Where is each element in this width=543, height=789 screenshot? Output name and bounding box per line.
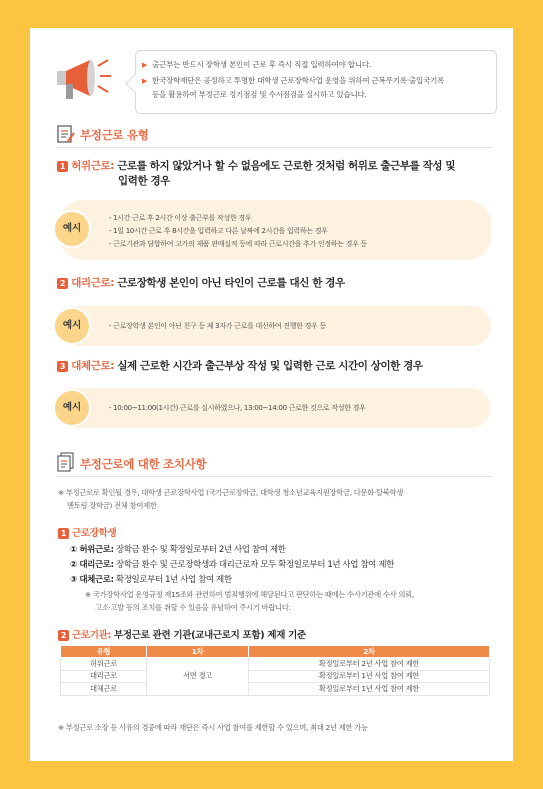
table-row bbox=[61, 670, 490, 683]
example-badge: 예시 bbox=[53, 307, 91, 345]
triangle-bullet-icon: ▶ bbox=[142, 61, 148, 69]
sub1-heading bbox=[58, 525, 116, 539]
table-cell-type: 허위근로 bbox=[61, 658, 147, 671]
type1-desc: 근로를 하지 않았거나 할 수 없음에도 근로한 것처럼 허위로 출근부를 작성 및 bbox=[117, 160, 456, 172]
example-line: - 1일 10시간 근로 후 8시간을 입력하고 다른 날짜에 2시간을 입력하는 경우 bbox=[109, 227, 328, 235]
table-header-cell: 2차 bbox=[249, 646, 490, 658]
measure-item: ① 허위근로: 장학금 환수 및 확정일로부터 2년 사업 참여 제한 bbox=[70, 545, 286, 555]
example-line: - 근로장학생 본인이 아닌 친구 등 제 3자가 근로를 대신하여 진행한 경우 등 bbox=[109, 322, 326, 330]
notice-line-1: ▶ 출근부는 반드시 장학생 본인이 근로 후 즉시 직접 입력하여야 합니다. bbox=[142, 60, 372, 69]
document-sheet bbox=[30, 28, 513, 761]
number-badge: 1 bbox=[57, 161, 68, 172]
table-header-cell: 1차 bbox=[147, 646, 249, 658]
type2-example-box bbox=[59, 306, 491, 346]
table-cell-type: 대체근로 bbox=[61, 683, 147, 696]
sub2-title-rest: 부정근로 관련 기관(교내근로지 포함) 제재 기준 bbox=[114, 630, 306, 641]
table-row bbox=[61, 683, 490, 696]
section2-heading bbox=[57, 452, 497, 474]
section2-title: 부정근로에 대한 조치사항 bbox=[80, 457, 207, 471]
section2-intro-line1: ※ 부정근로로 확인될 경우, 대학생 근로장학사업 (국가근로장학금, 대학생 청소년교육지원장학금, 다문화·탈북학생 bbox=[58, 488, 404, 497]
table-row bbox=[61, 658, 490, 671]
section1-title: 부정근로 유형 bbox=[80, 128, 149, 142]
type1-heading bbox=[57, 159, 497, 174]
table-header-row bbox=[61, 646, 490, 658]
type3-example-box bbox=[59, 388, 491, 428]
section1-divider bbox=[57, 147, 492, 148]
table-header-cell: 유형 bbox=[61, 646, 147, 658]
clipboard-icon bbox=[57, 124, 75, 144]
table-cell-second: 확정일로부터 1년 사업 참여 제한 bbox=[249, 683, 490, 696]
type3-name: 대체근로: bbox=[71, 360, 115, 372]
measure-item: ② 대리근로: 장학금 환수 및 근로장학생과 대리근로자 모두 확정일로부터 1년 사업 참여 제한 bbox=[70, 560, 394, 570]
number-badge: 2 bbox=[58, 630, 69, 641]
section1-heading bbox=[57, 124, 497, 146]
type1-example-box bbox=[59, 200, 491, 260]
number-badge: 3 bbox=[57, 361, 68, 372]
table-cell-first: 서면 경고 bbox=[147, 658, 249, 696]
notice-bubble bbox=[135, 50, 497, 114]
sub1-note-line2: 고소·고발 등의 조치를 취할 수 있음을 유념하여 주시기 바랍니다. bbox=[95, 603, 291, 612]
footnote: ※ 부정근로 소장 등 사유의 경중에 따라 재단은 즉시 사업 참여를 제한할 수 있으며, 최대 2년 제한 가능 bbox=[58, 723, 368, 732]
type3-desc: 실제 근로한 시간과 출근부상 작성 및 입력한 근로 시간이 상이한 경우 bbox=[117, 360, 423, 372]
number-badge: 1 bbox=[58, 528, 69, 539]
section2-intro-line2: 멘토링 장학금) 전체 참여제한 bbox=[67, 501, 157, 510]
sanction-table bbox=[60, 645, 490, 696]
triangle-bullet-icon: ▶ bbox=[142, 77, 148, 85]
table-cell-second: 확정일로부터 1년 사업 참여 제한 bbox=[249, 670, 490, 683]
megaphone-icon bbox=[54, 56, 114, 104]
notice-line-2-cont: 등을 활용하여 부정근로 정기점검 및 수시점검을 실시하고 있습니다. bbox=[152, 90, 367, 99]
type1-name: 허위근로: bbox=[71, 160, 115, 172]
example-badge: 예시 bbox=[53, 389, 91, 427]
type1-desc-cont: 입력한 경우 bbox=[118, 175, 170, 187]
measure-item: ③ 대체근로: 확정일로부터 1년 사업 참여 제한 bbox=[70, 575, 232, 585]
type2-desc: 근로장학생 본인이 아닌 타인이 근로를 대신 한 경우 bbox=[117, 277, 345, 289]
type2-heading bbox=[57, 276, 497, 291]
notice-line-2: ▶ 한국장학재단은 공정하고 투명한 대학생 근로장학사업 운영을 위하여 근복무기록·출입국기록 bbox=[142, 76, 445, 85]
example-badge: 예시 bbox=[53, 210, 91, 248]
section2-divider bbox=[57, 476, 492, 477]
table-cell-second: 확정일로부터 2년 사업 참여 제한 bbox=[249, 658, 490, 671]
example-line: - 1시간 근로 후 2시간 이상 출근부를 작성한 경우 bbox=[109, 214, 252, 222]
table-cell-type: 대리근로 bbox=[61, 670, 147, 683]
sub2-heading bbox=[58, 627, 306, 641]
type2-name: 대리근로: bbox=[71, 277, 115, 289]
type3-heading bbox=[57, 359, 497, 374]
document-icon bbox=[57, 452, 75, 472]
sub1-note-line1: ※ 국가장학사업 운영규정 제15조와 관련하여 범죄행위에 해당된다고 판단하는 때에는 수사기관에 수사 의뢰, bbox=[85, 590, 414, 599]
example-line: - 10:00~11:00(1시간) 근로를 실시하였으나, 13:00~14:00 근로한 것으로 작성한 경우 bbox=[109, 404, 366, 412]
number-badge: 2 bbox=[57, 278, 68, 289]
sub1-title: 근로장학생 bbox=[72, 528, 117, 539]
example-line: - 근로기관과 담합하여 고가의 제품 판매실적 등에 따라 근로시간을 추가 인정하는 경우 등 bbox=[109, 240, 367, 248]
sub2-title: 근로기관: bbox=[72, 630, 112, 641]
